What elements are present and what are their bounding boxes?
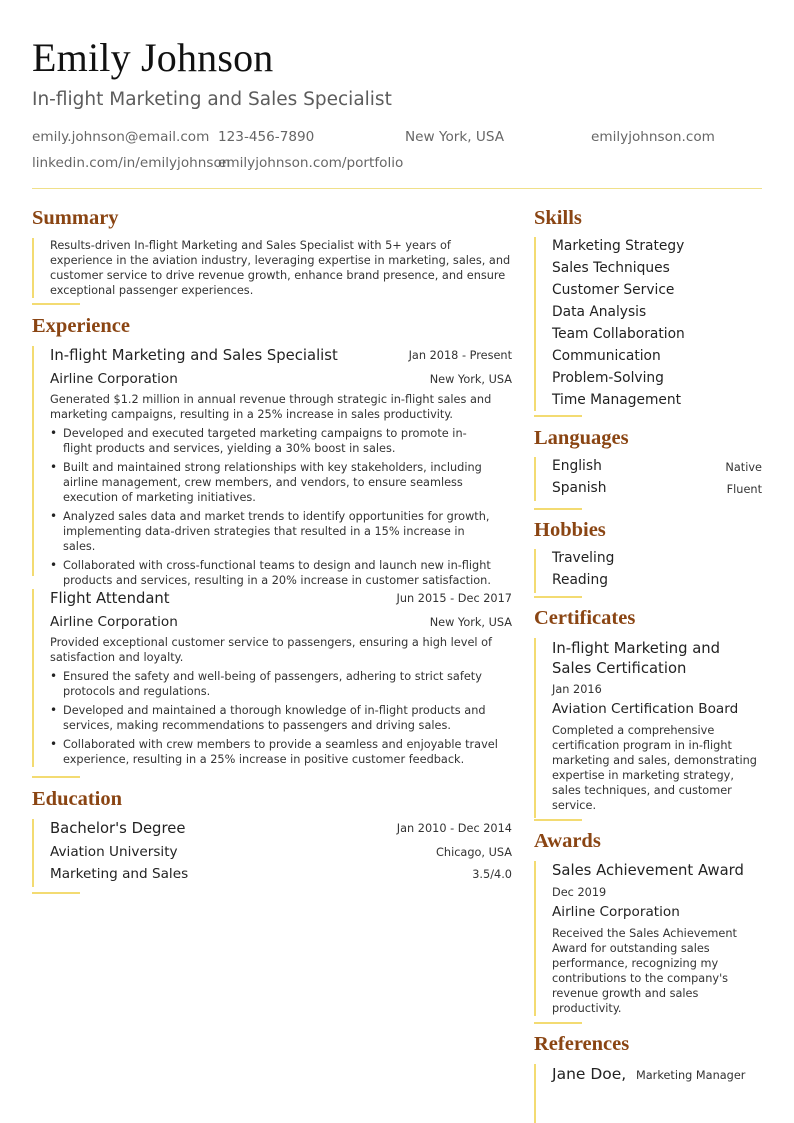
languages-heading: Languages <box>534 427 629 449</box>
certificates-underline <box>534 819 582 821</box>
hobby-item: Traveling <box>552 550 615 566</box>
reference-position: Marketing Manager <box>636 1069 746 1082</box>
education-dates: Jan 2010 - Dec 2014 <box>396 822 512 835</box>
languages-underline <box>534 508 582 510</box>
job-1-bullet: • Collaborated with cross-functional teams to design and launch new in-flight products and services, resulting in a 20% increase in customer satisfaction. <box>50 558 495 588</box>
language-level: Native <box>725 461 762 474</box>
award-description: Received the Sales Achievement Award for outstanding sales performance, recognizing my contributions to the company's revenue growth and sales productivity. <box>552 927 737 1015</box>
award-date: Dec 2019 <box>552 886 607 899</box>
skill-item: Team Collaboration <box>552 326 685 342</box>
candidate-role: In-flight Marketing and Sales Specialist <box>32 89 392 110</box>
award-issuer: Airline Corporation <box>552 904 680 920</box>
skill-item: Problem-Solving <box>552 370 664 386</box>
summary-underline <box>32 303 80 305</box>
job-2-bullet: • Ensured the safety and well-being of passengers, adhering to strict safety protocols and regulations. <box>50 669 500 699</box>
education-location: Chicago, USA <box>436 846 512 859</box>
certificate-description: Completed a comprehensive certification program in in-flight marketing and sales, demonstrating expertise in marketing strategy, sales techniques, and customer service. <box>552 724 757 812</box>
skill-item: Customer Service <box>552 282 675 298</box>
hobbies-block <box>534 549 536 593</box>
job-1-title: In-flight Marketing and Sales Specialist <box>50 347 338 364</box>
job-2-intro: Provided exceptional customer service to passengers, ensuring a high level of satisfaction and loyalty. <box>50 636 493 664</box>
language-name: English <box>552 458 602 474</box>
education-gpa: 3.5/4.0 <box>472 868 512 881</box>
education-heading: Education <box>32 788 122 810</box>
header-divider <box>32 188 762 189</box>
experience-job-2 <box>32 589 512 767</box>
job-1-bullets <box>50 426 495 592</box>
hobbies-underline <box>534 596 582 598</box>
summary-block <box>32 238 512 298</box>
job-1-location: New York, USA <box>429 373 512 386</box>
job-1-bullet: • Built and maintained strong relationships with key stakeholders, including airline management, crew members, and vendors, to ensure seamless execution of marketing initiatives. <box>50 460 495 505</box>
skill-item: Data Analysis <box>552 304 647 320</box>
education-underline <box>32 892 80 894</box>
certificates-heading: Certificates <box>534 607 636 629</box>
job-1-intro: Generated $1.2 million in annual revenue through strategic in-flight sales and marketing campaigns, resulting in a 25% increase in sales productivity. <box>50 393 492 421</box>
references-heading: References <box>534 1033 630 1055</box>
education-school: Aviation University <box>50 844 178 860</box>
skills-underline <box>534 415 582 417</box>
certificate-block <box>534 638 762 818</box>
skill-item: Communication <box>552 348 661 364</box>
summary-text: Results-driven In-flight Marketing and Sales Specialist with 5+ years of experience in the aviation industry, leveraging expertise in marketing, sales, and customer service to drive revenue growth, enhance brand presence, and ensure exceptional passenger experiences. <box>50 239 511 297</box>
job-1-bullet: • Developed and executed targeted marketing campaigns to promote in-flight products and services, yielding a 30% boost in sales. <box>50 426 495 456</box>
summary-heading: Summary <box>32 207 119 229</box>
skill-item: Sales Techniques <box>552 260 670 276</box>
job-1-dates: Jan 2018 - Present <box>408 349 512 362</box>
job-1-org: Airline Corporation <box>50 371 178 387</box>
job-2-bullet: • Collaborated with crew members to provide a seamless and enjoyable travel experience, resulting in a 25% increase in positive customer feedback. <box>50 737 500 767</box>
certificate-issuer: Aviation Certification Board <box>552 701 739 717</box>
contact-portfolio[interactable]: emilyjohnson.com/portfolio <box>218 155 404 171</box>
contact-linkedin[interactable]: linkedin.com/in/emilyjohnson <box>32 155 231 171</box>
skill-item: Marketing Strategy <box>552 238 685 254</box>
language-name: Spanish <box>552 480 607 496</box>
contact-phone[interactable]: 123-456-7890 <box>218 129 315 145</box>
languages-block <box>534 457 536 501</box>
contact-email[interactable]: emily.johnson@email.com <box>32 129 210 145</box>
job-1-bullet: • Analyzed sales data and market trends to identify opportunities for growth, implementing data-driven strategies that resulted in a 15% increase in sales. <box>50 509 495 554</box>
reference-name: Jane Doe, <box>552 1065 627 1083</box>
skills-block <box>534 237 536 411</box>
experience-underline <box>32 776 80 778</box>
certificate-date: Jan 2016 <box>552 683 602 696</box>
skill-item: Time Management <box>552 392 682 408</box>
job-2-bullet: • Developed and maintained a thorough knowledge of in-flight products and services, making recommendations to passengers and driving sales. <box>50 703 500 733</box>
education-degree: Bachelor's Degree <box>50 820 186 837</box>
award-block <box>534 861 762 1016</box>
hobby-item: Reading <box>552 572 609 588</box>
language-level: Fluent <box>726 483 762 496</box>
experience-job-1 <box>32 346 512 587</box>
contact-location: New York, USA <box>405 129 505 145</box>
certificate-name: In-flight Marketing and Sales Certification <box>552 640 721 677</box>
award-name: Sales Achievement Award <box>552 862 744 879</box>
awards-underline <box>534 1022 582 1024</box>
contact-website[interactable]: emilyjohnson.com <box>591 129 715 145</box>
education-block <box>32 819 512 887</box>
skills-heading: Skills <box>534 207 582 229</box>
job-2-bullets <box>50 669 500 771</box>
candidate-name: Emily Johnson <box>32 35 274 80</box>
hobbies-heading: Hobbies <box>534 519 606 541</box>
education-field: Marketing and Sales <box>50 866 189 882</box>
references-block <box>534 1064 536 1123</box>
job-2-org: Airline Corporation <box>50 614 178 630</box>
job-2-title: Flight Attendant <box>50 590 170 607</box>
awards-heading: Awards <box>534 830 601 852</box>
job-2-dates: Jun 2015 - Dec 2017 <box>396 592 512 605</box>
job-2-location: New York, USA <box>429 616 512 629</box>
experience-heading: Experience <box>32 315 130 337</box>
